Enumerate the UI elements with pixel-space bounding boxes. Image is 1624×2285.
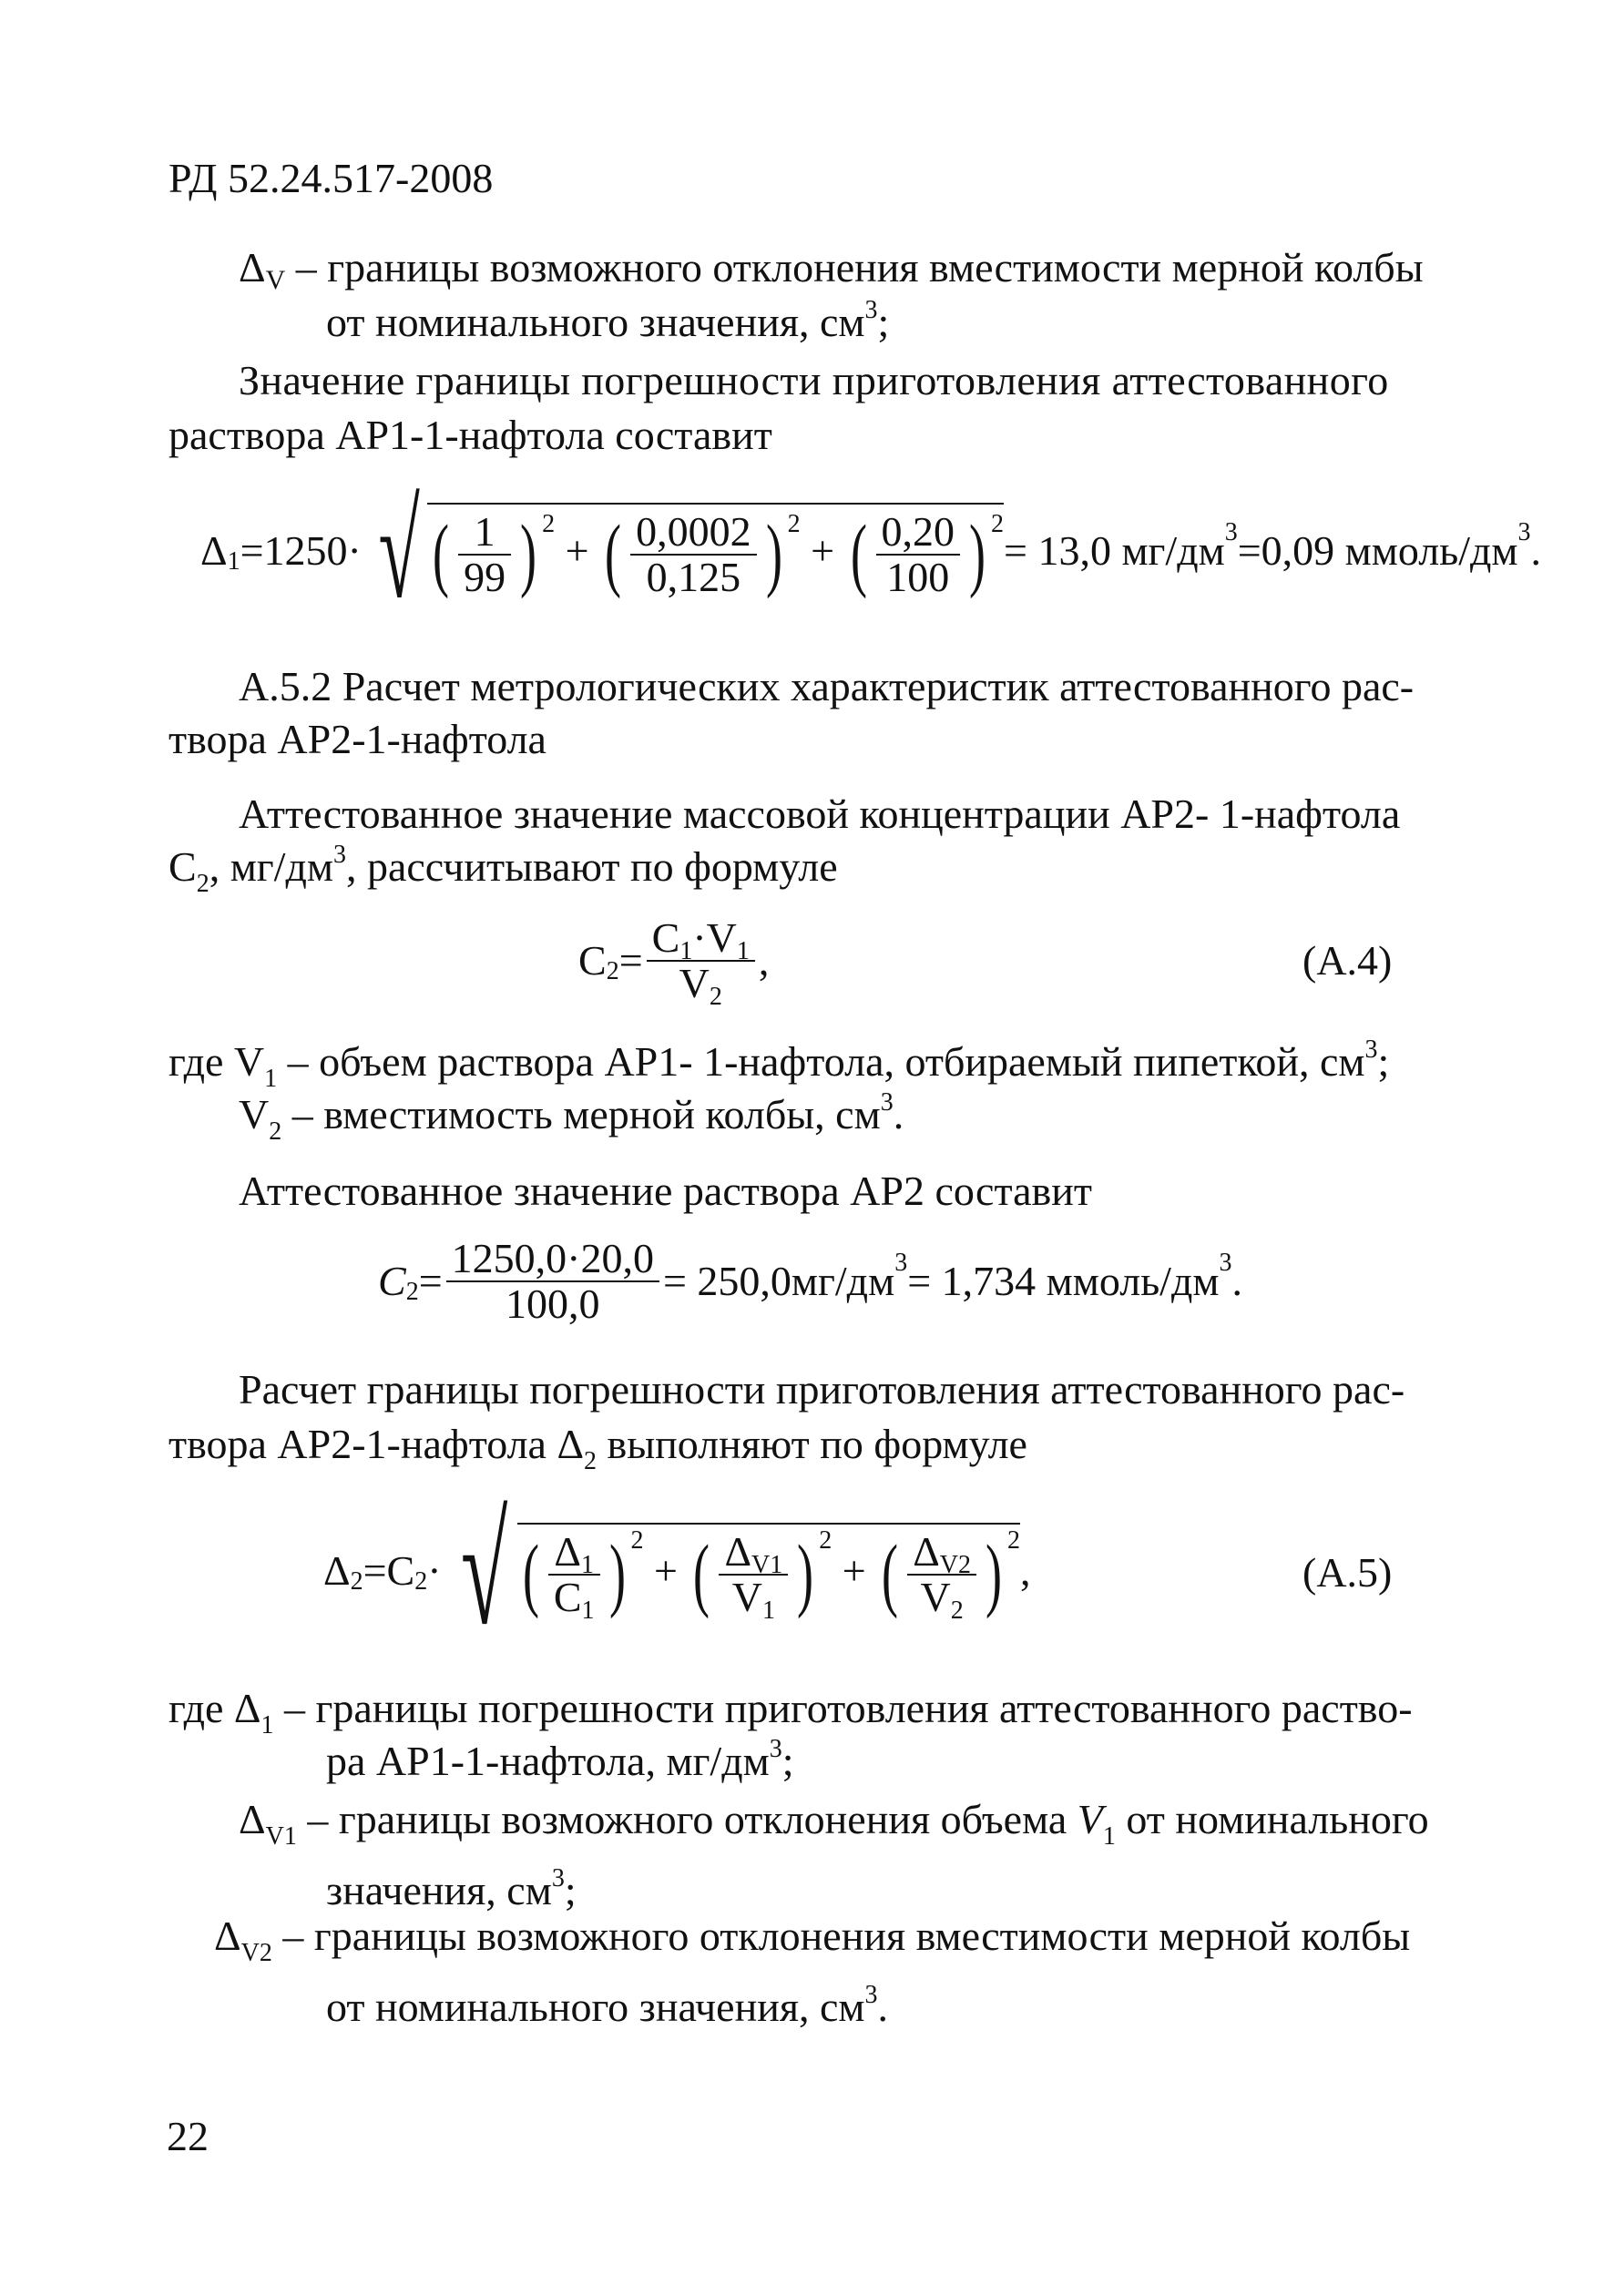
formula-result: = 13,0 мг/дм	[1004, 527, 1225, 574]
superscript: 3	[1219, 1249, 1232, 1277]
sqrt-radicand	[427, 503, 1004, 600]
where-delta1-text-cont: ра АР1-1-нафтола, мг/дм	[326, 1738, 770, 1784]
punctuation: ;	[781, 1738, 794, 1784]
formula-lhs-delta: Δ	[323, 1547, 351, 1594]
fraction-2	[630, 507, 757, 600]
plus-sign: +	[811, 526, 835, 574]
subscript: 2	[950, 1596, 964, 1625]
where-deltav1-text: – границы возможного отклонения объема	[296, 1796, 1078, 1842]
right-paren: )	[608, 1529, 626, 1619]
superscript: 3	[332, 841, 346, 869]
left-paren: (	[850, 509, 867, 599]
exponent: 2	[542, 509, 556, 538]
formula-result-mmol: = 1,734 ммоль/дм	[907, 1258, 1220, 1304]
subscript: V2	[240, 1939, 272, 1967]
fraction-denominator: 100,0	[506, 1280, 600, 1327]
where-deltav2-text: – границы возможного отклонения вместимости мерной колбы	[271, 1913, 1411, 1959]
formula-c2	[378, 1231, 1242, 1331]
punctuation: .	[893, 1091, 904, 1137]
paragraph-2-line1: Значение границы погрешности приготовления аттестованного	[239, 357, 1389, 403]
subscript: 2	[269, 1117, 282, 1146]
equation-number-a4: (А.4)	[1302, 937, 1393, 984]
where-deltav2-text-cont: от номинального значения, см	[326, 1984, 865, 2030]
fraction-1-denominator: 99	[464, 554, 506, 600]
fraction-2-denominator: 0,125	[646, 554, 741, 600]
fraction-c1v1-over-v2	[647, 913, 755, 1011]
right-paren: )	[765, 509, 782, 599]
formula-lhs-delta: Δ	[200, 527, 228, 574]
right-paren: )	[520, 509, 537, 599]
v-symbol: V	[731, 1574, 762, 1620]
fraction-delta1-c1	[548, 1527, 600, 1625]
subscript: 2	[405, 1278, 419, 1306]
where-v2-text: – вместимость мерной колбы, см	[281, 1091, 881, 1137]
fraction-1	[458, 507, 511, 600]
where-delta1-line2	[326, 1735, 794, 1786]
subscript: 2	[414, 1567, 428, 1596]
exponent: 2	[991, 509, 1004, 538]
where-deltav1-line1	[239, 1796, 1429, 1851]
delta-symbol: Δ	[239, 244, 266, 291]
exponent: 2	[787, 509, 801, 538]
v-symbol: V	[920, 1574, 951, 1620]
exponent: 2	[819, 1525, 832, 1555]
superscript: 3	[880, 1088, 894, 1117]
superscript: 3	[864, 1981, 878, 2009]
subscript: V1	[265, 1822, 297, 1851]
v2-symbol: V	[679, 960, 710, 1006]
where-deltav2-line2	[326, 1981, 889, 2032]
where-delta1-label: где Δ	[169, 1685, 261, 1731]
delta-v-subscript: V	[265, 265, 286, 295]
section-a52-line2: твора АР2-1-нафтола	[169, 716, 546, 762]
delta-symbol: Δ	[214, 1913, 241, 1959]
paragraph-text: выполняют по формуле	[597, 1421, 1027, 1467]
fraction-numerator	[719, 1527, 788, 1579]
formula-lhs-subscript: 1	[227, 547, 240, 576]
plus-sign: +	[654, 1546, 678, 1594]
punctuation: ,	[758, 937, 770, 984]
superscript: 3	[1224, 518, 1238, 546]
subscript: 1	[581, 1596, 595, 1625]
left-paren: (	[882, 1529, 899, 1619]
fraction-denominator	[647, 960, 755, 1011]
subscript: 1	[264, 1065, 278, 1093]
fraction-numerator	[647, 913, 755, 965]
fraction-deltav2-v2	[907, 1527, 976, 1625]
formula-a5	[323, 1485, 1031, 1657]
plus-sign: +	[842, 1546, 866, 1594]
subscript: V2	[939, 1550, 972, 1579]
where-deltav1-text-cont: значения, см	[326, 1867, 552, 1913]
subscript: 1	[736, 936, 750, 965]
fraction-numerator: 1250,0·20,0	[446, 1237, 659, 1282]
subscript: V1	[751, 1550, 783, 1579]
delta-symbol: Δ	[239, 1796, 266, 1842]
formula-lhs: C	[378, 1258, 406, 1304]
subscript: 2	[584, 1447, 598, 1475]
superscript: 3	[1517, 518, 1531, 546]
punctuation: ;	[564, 1867, 577, 1913]
superscript: 3	[1364, 1035, 1378, 1064]
right-paren: )	[986, 1529, 1003, 1619]
unit-text: , мг/дм	[209, 843, 333, 890]
formula-result: = 250,0мг/дм	[662, 1258, 895, 1304]
equals-sign: =	[618, 937, 643, 984]
fraction-numerator	[907, 1527, 976, 1579]
punctuation: ;	[1377, 1038, 1390, 1085]
paragraph-5-line1: Расчет границы погрешности приготовления аттестованного рас-	[239, 1366, 1405, 1413]
left-paren: (	[433, 509, 450, 599]
sqrt-sign: √	[460, 1485, 507, 1657]
where-deltav1-line2	[326, 1864, 577, 1915]
fraction-denominator	[907, 1574, 976, 1625]
paragraph-text: твора АР2-1-нафтола Δ	[169, 1421, 585, 1467]
punctuation: .	[1530, 527, 1542, 574]
subscript: 2	[606, 957, 619, 985]
superscript: 3	[864, 296, 878, 324]
where-v1-line	[169, 1035, 1390, 1093]
sqrt-radicand	[517, 1523, 1021, 1625]
delta-v-definition-line2	[326, 296, 890, 347]
superscript: 3	[769, 1735, 782, 1763]
subscript: 1	[679, 936, 693, 965]
delta-v-text-2: от номинального значения, см	[326, 299, 865, 345]
c1-symbol: C	[651, 913, 680, 961]
superscript: 3	[551, 1864, 565, 1892]
superscript: 3	[894, 1249, 908, 1277]
formula-a4	[578, 911, 769, 1011]
fraction-1-numerator: 1	[458, 510, 511, 556]
punctuation: ,	[1020, 1547, 1031, 1594]
formula-lhs: C	[578, 937, 607, 984]
fraction-deltav1-v1	[719, 1527, 788, 1625]
formula-coefficient: =1250·	[240, 527, 362, 574]
where-delta1-text: – границы погрешности приготовления аттестованного раство-	[273, 1685, 1413, 1731]
exponent: 2	[630, 1525, 644, 1555]
delta-symbol: Δ	[554, 1527, 581, 1575]
fraction-denominator	[548, 1574, 600, 1625]
where-delta1-line1	[169, 1685, 1413, 1739]
where-v1-text: – объем раствора АР1- 1-нафтола, отбираемый пипеткой, см	[277, 1038, 1365, 1085]
punctuation: .	[1231, 1258, 1242, 1304]
equals-sign: =	[418, 1258, 443, 1304]
fraction-3	[876, 507, 961, 600]
subscript: 1	[1102, 1822, 1116, 1851]
fraction-2-numerator: 0,0002	[630, 510, 757, 556]
delta-symbol: Δ	[724, 1527, 752, 1575]
fraction-3-numerator: 0,20	[876, 510, 961, 556]
right-paren: )	[969, 509, 986, 599]
fraction-c2	[446, 1234, 659, 1327]
where-v2-line	[239, 1088, 904, 1146]
v1-symbol: V	[706, 913, 737, 961]
section-a52-line1: А.5.2 Расчет метрологических характеристик аттестованного рас-	[239, 663, 1415, 709]
subscript: 2	[709, 983, 722, 1011]
document-code-header: РД 52.24.517-2008	[169, 155, 494, 201]
left-paren: (	[605, 509, 622, 599]
fraction-numerator	[548, 1527, 600, 1579]
formula-result-mmol: =0,09 ммоль/дм	[1237, 527, 1518, 574]
paragraph-5-line2	[169, 1421, 1027, 1475]
delta-v-text-1: – границы возможного отклонения вместимости мерной колбы	[285, 244, 1424, 291]
paragraph-3-line2	[169, 841, 838, 898]
left-paren: (	[522, 1529, 539, 1619]
equals-c: =C	[363, 1547, 415, 1594]
subscript: 2	[196, 870, 209, 898]
subscript: 1	[761, 1596, 775, 1625]
paragraph-text: , рассчитывают по формуле	[345, 843, 838, 890]
formula-delta1	[200, 475, 1542, 627]
left-paren: (	[693, 1529, 710, 1619]
subscript: 1	[580, 1550, 594, 1579]
equation-number-a5: (А.5)	[1302, 1549, 1393, 1596]
paragraph-3-line1: Аттестованное значение массовой концентрации АР2- 1-нафтола	[239, 791, 1401, 837]
sqrt-sign: √	[378, 475, 420, 627]
v2-symbol: V	[239, 1091, 270, 1137]
page-number: 22	[167, 2113, 209, 2159]
v-symbol: V	[1077, 1796, 1103, 1842]
where-deltav1-text-end: от номинального	[1115, 1796, 1429, 1842]
delta-symbol: Δ	[913, 1527, 940, 1575]
where-deltav2-line1	[214, 1913, 1411, 1967]
multiply-dot: ·	[427, 1547, 442, 1594]
right-paren: )	[797, 1529, 814, 1619]
paragraph-4: Аттестованное значение раствора АР2 составит	[239, 1168, 1092, 1214]
paragraph-2-line2: раствора АР1-1-нафтола составит	[169, 412, 772, 458]
plus-sign: +	[565, 526, 589, 574]
fraction-denominator	[719, 1574, 788, 1625]
delta-v-definition-line1	[239, 244, 1424, 295]
exponent: 2	[1007, 1525, 1021, 1555]
subscript: 2	[350, 1567, 363, 1596]
punctuation: .	[877, 1984, 889, 2030]
subscript: 1	[260, 1711, 274, 1739]
punctuation: ;	[877, 299, 890, 345]
fraction-3-denominator: 100	[886, 554, 950, 600]
c-symbol: C	[553, 1574, 582, 1620]
where-v1-label: где V	[169, 1038, 265, 1085]
multiply-dot: ·	[692, 913, 707, 961]
c-symbol: С	[169, 843, 197, 890]
